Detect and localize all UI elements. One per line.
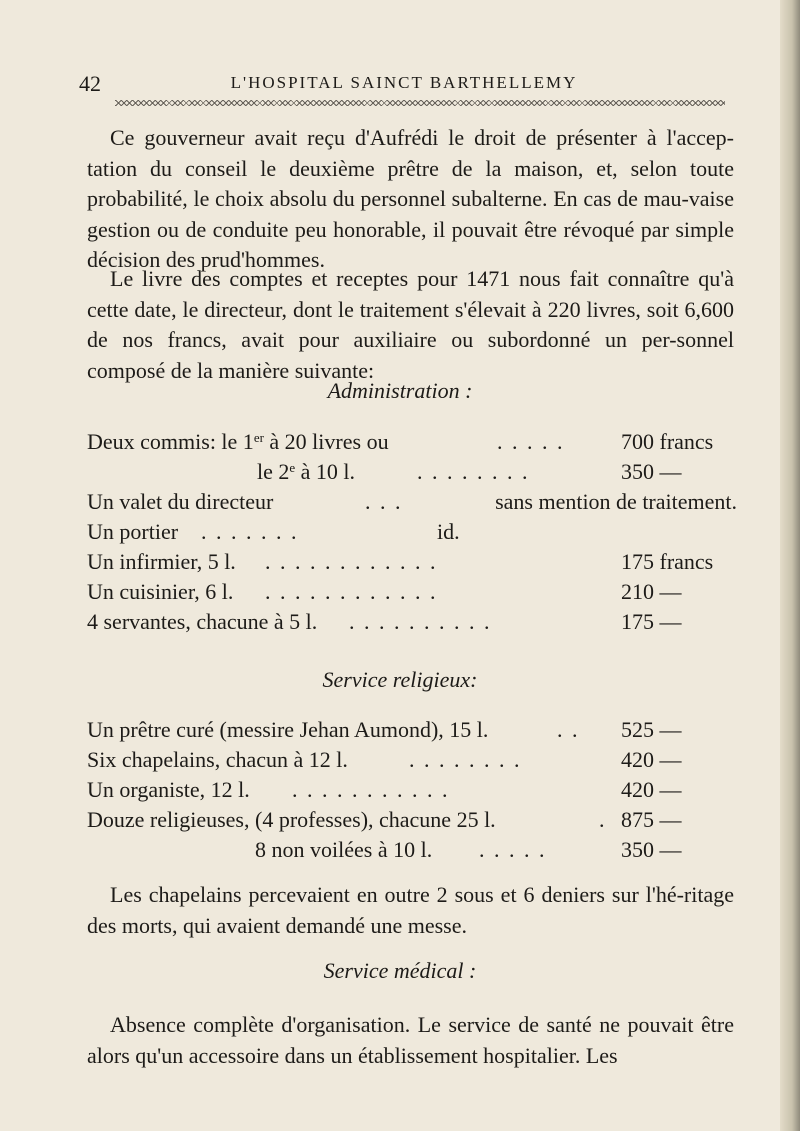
row-label: Six chapelains, chacun à 12 l. <box>87 747 348 772</box>
admin-row-servantes <box>87 609 737 639</box>
admin-row-cuisinier <box>87 579 737 609</box>
relig-row-pretre-cure <box>87 717 737 747</box>
row-amount: 175 francs <box>621 549 714 574</box>
leader-dots: . . . . . <box>479 837 547 862</box>
leader-dots: . . . . . . . . . . . . <box>265 579 438 604</box>
relig-row-organiste <box>87 777 737 807</box>
page-number: 42 <box>79 71 101 96</box>
admin-row-deux-commis <box>87 429 737 459</box>
row-label: Douze religieuses, (4 professes), chacune 25 l. <box>87 807 496 832</box>
leader-dots: . . . . . . . . <box>409 747 522 772</box>
row-note: id. <box>437 519 460 544</box>
row-label: Un prêtre curé (messire Jehan Aumond), 15 l. <box>87 717 489 742</box>
row-label: Un portier <box>87 519 179 544</box>
row-amount: 350 — <box>621 459 682 484</box>
leader-dots: . <box>599 807 607 832</box>
section-heading-service-religieux: Service religieux: <box>322 667 478 692</box>
leader-dots: . . . <box>365 489 403 514</box>
row-label: Un cuisinier, 6 l. <box>87 579 234 604</box>
paragraph-chapelains: Les chapelains percevaient en outre 2 sous et 6 deniers sur l'hé-ritage des morts, qui avaient demandé une messe. <box>87 882 734 938</box>
row-amount: 700 francs <box>621 429 714 454</box>
paragraph-absence: Absence complète d'organisation. Le service de santé ne pouvait être alors qu'un accessoire dans un établissement hospitalier. Les <box>87 1012 734 1068</box>
leader-dots: . . . . . . . <box>201 519 299 544</box>
running-title: L'HOSPITAL SAINCT BARTHELLEMY <box>230 73 578 92</box>
row-note: sans mention de traitement. <box>495 489 737 514</box>
admin-row-infirmier <box>87 549 737 579</box>
relig-row-chapelains <box>87 747 737 777</box>
header-ornament-rule <box>115 100 725 106</box>
running-header <box>79 71 729 95</box>
row-amount: 875 — <box>621 807 682 832</box>
leader-dots: . . . . . . . . . . . . <box>265 549 438 574</box>
relig-row-religieuses <box>87 807 737 837</box>
row-amount: 350 — <box>621 837 682 862</box>
row-amount: 210 — <box>621 579 682 604</box>
row-label: 8 non voilées à 10 l. <box>255 837 433 862</box>
row-label: 4 servantes, chacune à 5 l. <box>87 609 318 634</box>
paragraph-livre-des-comptes: Le livre des comptes et receptes pour 1471 nous fait connaître qu'à cette date, le directeur, dont le traitement s'élevait à 220 livres, soit 6,600 de nos francs, avait pour auxiliaire ou subordonné un per-sonnel composé de la manière suivante: <box>87 266 734 383</box>
leader-dots: . . . . . . . . <box>417 459 530 484</box>
row-label: Un organiste, 12 l. <box>87 777 250 802</box>
paragraph-gouverneur: Ce gouverneur avait reçu d'Aufrédi le droit de présenter à l'accep-tation du conseil le deuxième prêtre de la maison, et, selon toute probabilité, le choix absolu du personnel subalterne. En cas de mau-vaise gestion ou de conduite peu honorable, il pouvait être révoqué par simple décision des prud'hommes. <box>87 125 734 272</box>
relig-row-non-voilees <box>87 837 737 867</box>
leader-dots: . . . . . <box>497 429 565 454</box>
admin-row-valet <box>87 489 737 519</box>
admin-row-second-commis <box>87 459 737 489</box>
admin-row-portier <box>87 519 737 549</box>
section-heading-administration: Administration : <box>327 378 473 403</box>
row-label: Un infirmier, 5 l. <box>87 549 236 574</box>
leader-dots: . . <box>557 717 580 742</box>
leader-dots: . . . . . . . . . . <box>349 609 492 634</box>
row-label: le 2e à 10 l. <box>257 459 356 484</box>
row-amount: 525 — <box>621 717 682 742</box>
row-amount: 175 — <box>621 609 682 634</box>
leader-dots: . . . . . . . . . . . <box>292 777 450 802</box>
section-heading-service-medical: Service médical : <box>323 958 477 983</box>
row-label: Deux commis: le 1er à 20 livres ou <box>87 429 389 454</box>
row-label: Un valet du directeur <box>87 489 274 514</box>
row-amount: 420 — <box>621 747 682 772</box>
row-amount: 420 — <box>621 777 682 802</box>
